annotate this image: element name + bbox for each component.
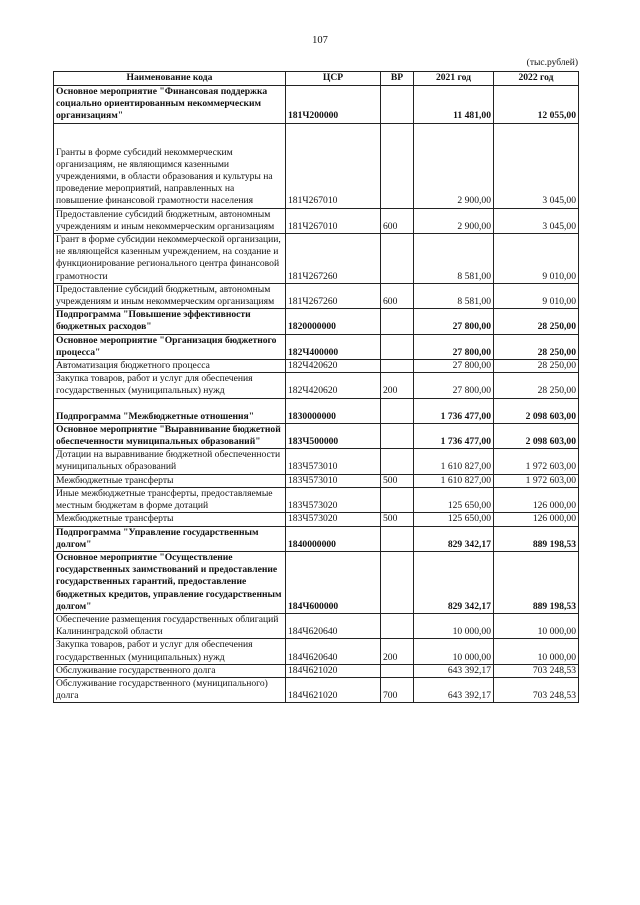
row-2021-cell: 2 900,00 — [414, 123, 494, 208]
row-csr-cell: 183Ч573020 — [286, 487, 381, 512]
row-2022-cell: 28 250,00 — [494, 360, 579, 373]
row-2021-cell: 27 800,00 — [414, 334, 494, 359]
row-vr-cell: 600 — [381, 208, 414, 233]
row-2021-cell: 2 900,00 — [414, 208, 494, 233]
row-vr-cell: 200 — [381, 373, 414, 398]
table-body — [54, 86, 579, 703]
row-vr-cell — [381, 334, 414, 359]
row-csr-cell: 182Ч420620 — [286, 360, 381, 373]
row-name-cell: Подпрограмма "Межбюджетные отношения" — [54, 398, 286, 423]
row-name-cell: Обслуживание государственного (муниципального) долга — [54, 677, 286, 702]
row-2022-cell: 2 098 603,00 — [494, 398, 579, 423]
row-csr-cell: 181Ч267260 — [286, 283, 381, 308]
row-2021-cell: 10 000,00 — [414, 639, 494, 664]
row-csr-cell: 1820000000 — [286, 309, 381, 334]
row-2022-cell: 1 972 603,00 — [494, 449, 579, 474]
row-csr-cell: 183Ч573010 — [286, 474, 381, 487]
row-2022-cell: 3 045,00 — [494, 123, 579, 208]
row-2021-cell: 643 392,17 — [414, 677, 494, 702]
table-row — [54, 283, 579, 308]
row-2022-cell: 703 248,53 — [494, 664, 579, 677]
table-row — [54, 613, 579, 638]
row-csr-cell: 184Ч620640 — [286, 613, 381, 638]
row-csr-cell: 1830000000 — [286, 398, 381, 423]
row-2021-cell: 1 736 477,00 — [414, 398, 494, 423]
table-row — [54, 373, 579, 398]
row-name-cell: Основное мероприятие "Организация бюджетного процесса" — [54, 334, 286, 359]
row-2021-cell: 1 610 827,00 — [414, 474, 494, 487]
table-row — [54, 398, 579, 423]
page-number: 107 — [312, 35, 328, 46]
table-header-row — [54, 72, 579, 86]
row-vr-cell — [381, 86, 414, 124]
row-name-cell: Грант в форме субсидии некоммерческой организации, не являющейся казенным учреждением, на создание и функционирование регионального центра финансовой грамотности — [54, 234, 286, 284]
table-row — [54, 474, 579, 487]
row-csr-cell: 182Ч400000 — [286, 334, 381, 359]
row-2022-cell: 9 010,00 — [494, 234, 579, 284]
row-2022-cell: 126 000,00 — [494, 513, 579, 526]
row-csr-cell: 184Ч621020 — [286, 677, 381, 702]
row-2021-cell: 8 581,00 — [414, 283, 494, 308]
row-vr-cell — [381, 234, 414, 284]
table-row — [54, 664, 579, 677]
row-2021-cell: 10 000,00 — [414, 613, 494, 638]
table-row — [54, 309, 579, 334]
row-name-cell: Подпрограмма "Повышение эффективности бюджетных расходов" — [54, 309, 286, 334]
row-2022-cell: 126 000,00 — [494, 487, 579, 512]
row-2022-cell: 2 098 603,00 — [494, 423, 579, 448]
row-csr-cell: 183Ч573010 — [286, 449, 381, 474]
row-2021-cell: 11 481,00 — [414, 86, 494, 124]
units-label: (тыс.рублей) — [526, 58, 578, 68]
row-2022-cell: 703 248,53 — [494, 677, 579, 702]
column-header-name: Наименование кода — [54, 72, 286, 86]
table-row — [54, 551, 579, 613]
row-name-cell: Предоставление субсидий бюджетным, автономным учреждениям и иным некоммерческим организациям — [54, 283, 286, 308]
table-row — [54, 487, 579, 512]
row-name-cell: Межбюджетные трансферты — [54, 474, 286, 487]
row-csr-cell: 181Ч200000 — [286, 86, 381, 124]
row-csr-cell: 183Ч573020 — [286, 513, 381, 526]
row-2022-cell: 10 000,00 — [494, 639, 579, 664]
row-2022-cell: 1 972 603,00 — [494, 474, 579, 487]
row-csr-cell: 184Ч621020 — [286, 664, 381, 677]
row-2021-cell: 8 581,00 — [414, 234, 494, 284]
row-vr-cell — [381, 309, 414, 334]
row-2022-cell: 28 250,00 — [494, 334, 579, 359]
table-row — [54, 208, 579, 233]
row-vr-cell — [381, 123, 414, 208]
row-csr-cell: 1840000000 — [286, 526, 381, 551]
row-vr-cell — [381, 487, 414, 512]
row-2021-cell: 829 342,17 — [414, 551, 494, 613]
row-2021-cell: 1 610 827,00 — [414, 449, 494, 474]
table-row — [54, 526, 579, 551]
row-2021-cell: 125 650,00 — [414, 513, 494, 526]
row-csr-cell: 184Ч620640 — [286, 639, 381, 664]
table-row — [54, 677, 579, 702]
row-vr-cell — [381, 664, 414, 677]
row-name-cell: Подпрограмма "Управление государственным долгом" — [54, 526, 286, 551]
row-csr-cell: 181Ч267010 — [286, 123, 381, 208]
row-vr-cell — [381, 449, 414, 474]
table-row — [54, 123, 579, 208]
row-vr-cell: 600 — [381, 283, 414, 308]
row-vr-cell — [381, 360, 414, 373]
row-2021-cell: 27 800,00 — [414, 309, 494, 334]
row-csr-cell: 184Ч600000 — [286, 551, 381, 613]
row-vr-cell: 500 — [381, 474, 414, 487]
column-header-2022: 2022 год — [494, 72, 579, 86]
table-row — [54, 334, 579, 359]
row-name-cell: Иные межбюджетные трансферты, предоставляемые местным бюджетам в форме дотаций — [54, 487, 286, 512]
table-row — [54, 423, 579, 448]
column-header-csr: ЦСР — [286, 72, 381, 86]
row-csr-cell: 183Ч500000 — [286, 423, 381, 448]
row-2022-cell: 3 045,00 — [494, 208, 579, 233]
row-vr-cell — [381, 423, 414, 448]
row-2022-cell: 12 055,00 — [494, 86, 579, 124]
row-2022-cell: 28 250,00 — [494, 373, 579, 398]
table-row — [54, 234, 579, 284]
row-csr-cell: 181Ч267010 — [286, 208, 381, 233]
row-name-cell: Дотации на выравнивание бюджетной обеспеченности муниципальных образований — [54, 449, 286, 474]
row-name-cell: Предоставление субсидий бюджетным, автономным учреждениям и иным некоммерческим организациям — [54, 208, 286, 233]
row-2022-cell: 9 010,00 — [494, 283, 579, 308]
row-name-cell: Обслуживание государственного долга — [54, 664, 286, 677]
row-2022-cell: 889 198,53 — [494, 551, 579, 613]
row-name-cell: Основное мероприятие "Финансовая поддержка социально ориентированным некоммерческим организациям" — [54, 86, 286, 124]
row-vr-cell: 500 — [381, 513, 414, 526]
row-name-cell: Обеспечение размещения государственных облигаций Калининградской области — [54, 613, 286, 638]
table-row — [54, 86, 579, 124]
table-row — [54, 639, 579, 664]
row-2021-cell: 27 800,00 — [414, 360, 494, 373]
row-vr-cell: 200 — [381, 639, 414, 664]
row-2021-cell: 1 736 477,00 — [414, 423, 494, 448]
row-name-cell: Основное мероприятие "Выравнивание бюджетной обеспеченности муниципальных образований" — [54, 423, 286, 448]
row-2021-cell: 27 800,00 — [414, 373, 494, 398]
row-vr-cell: 700 — [381, 677, 414, 702]
row-vr-cell — [381, 526, 414, 551]
row-vr-cell — [381, 613, 414, 638]
row-name-cell: Гранты в форме субсидий некоммерческим организациям, не являющимся казенными учреждениями, в области образования и культуры на проведение мероприятий, направленных на повышение финансовой грамотности населения — [54, 123, 286, 208]
column-header-2021: 2021 год — [414, 72, 494, 86]
column-header-vr: ВР — [381, 72, 414, 86]
row-name-cell: Закупка товаров, работ и услуг для обеспечения государственных (муниципальных) нужд — [54, 373, 286, 398]
table-row — [54, 513, 579, 526]
row-name-cell: Межбюджетные трансферты — [54, 513, 286, 526]
row-csr-cell: 181Ч267260 — [286, 234, 381, 284]
table-row — [54, 449, 579, 474]
row-name-cell: Основное мероприятие "Осуществление государственных заимствований и предоставление государственных гарантий, предоставление бюджетных кредитов, управление государственным долгом" — [54, 551, 286, 613]
row-vr-cell — [381, 551, 414, 613]
table-row — [54, 360, 579, 373]
row-2021-cell: 643 392,17 — [414, 664, 494, 677]
budget-table — [53, 71, 579, 703]
row-name-cell: Закупка товаров, работ и услуг для обеспечения государственных (муниципальных) нужд — [54, 639, 286, 664]
row-2022-cell: 10 000,00 — [494, 613, 579, 638]
row-2021-cell: 125 650,00 — [414, 487, 494, 512]
row-2021-cell: 829 342,17 — [414, 526, 494, 551]
row-2022-cell: 28 250,00 — [494, 309, 579, 334]
row-csr-cell: 182Ч420620 — [286, 373, 381, 398]
row-2022-cell: 889 198,53 — [494, 526, 579, 551]
row-vr-cell — [381, 398, 414, 423]
row-name-cell: Автоматизация бюджетного процесса — [54, 360, 286, 373]
